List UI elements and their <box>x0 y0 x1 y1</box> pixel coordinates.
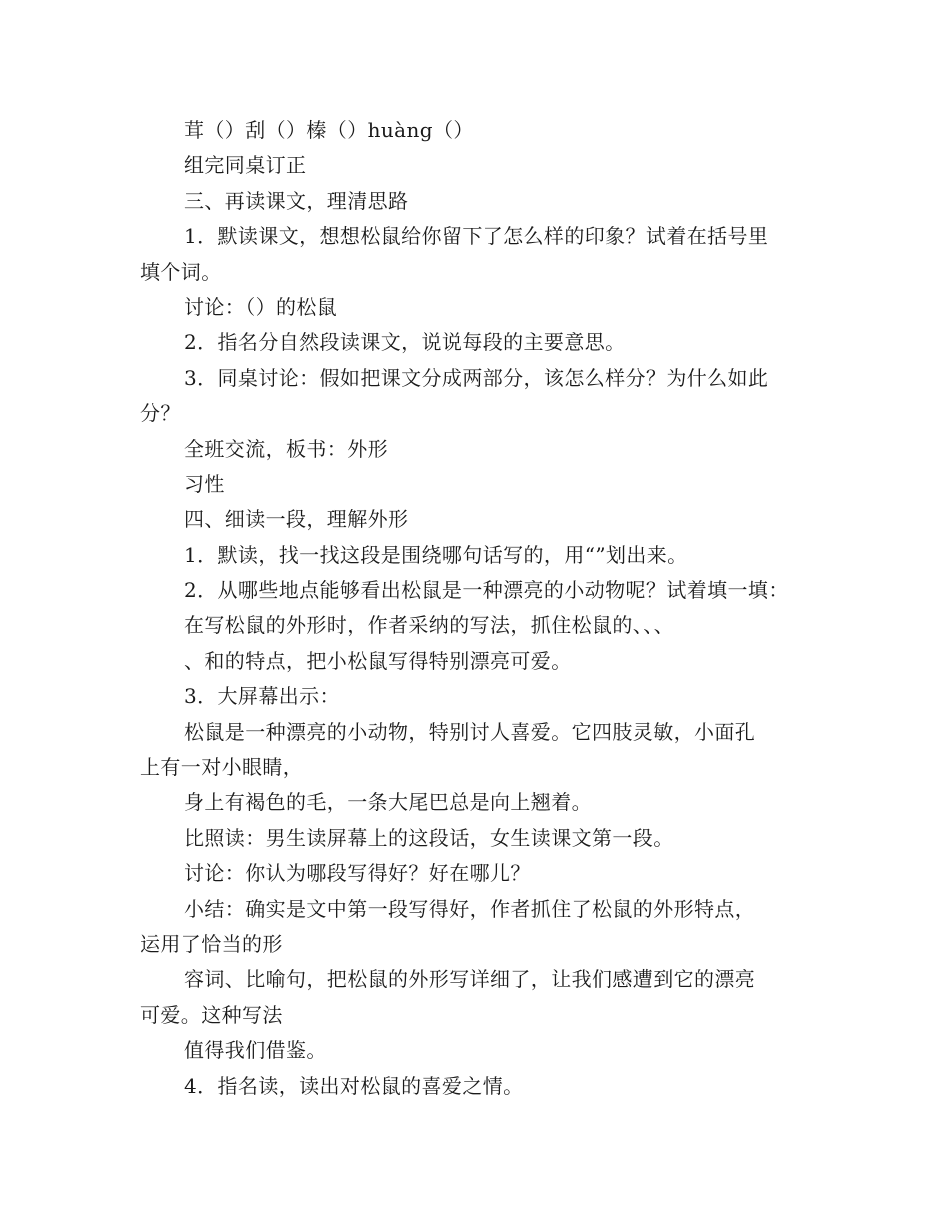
section-heading: 四、细读一段，理解外形 <box>184 507 409 532</box>
text-line: 可爱。这种写法 <box>140 1002 283 1027</box>
text-line: 、和的特点，把小松鼠写得特别漂亮可爱。 <box>184 648 572 673</box>
text-line: 2．指名分自然段读课文，说说每段的主要意思。 <box>184 330 626 355</box>
text-line: 全班交流，板书：外形 <box>184 436 388 461</box>
text-line: 1．默读，找一找这段是围绕哪句话写的，用“”划出来。 <box>184 542 688 567</box>
section-heading: 三、再读课文，理清思路 <box>184 188 409 213</box>
text-line: 讨论：你认为哪段写得好？好在哪儿？ <box>184 861 531 886</box>
text-line: 茸（）刮（）榛（）huàng（） <box>184 118 474 142</box>
text-line: 2．从哪些地点能够看出松鼠是一种漂亮的小动物呢？试着填一填： <box>184 578 789 603</box>
text-line: 容词、比喻句，把松鼠的外形写详细了，让我们感遭到它的漂亮 <box>184 967 756 992</box>
text-line: 3．同桌讨论：假如把课文分成两部分，该怎么样分？为什么如此 <box>184 365 769 390</box>
document-page <box>140 113 815 1104</box>
text-line: 松鼠是一种漂亮的小动物，特别讨人喜爱。它四肢灵敏，小面孔 <box>184 719 756 744</box>
text-line: 在写松鼠的外形时，作者采纳的写法，抓住松鼠的、、、 <box>184 613 674 638</box>
text-line: 4．指名读，读出对松鼠的喜爱之情。 <box>184 1073 524 1098</box>
text-line: 讨论：（）的松鼠 <box>184 294 338 319</box>
text-line: 组完同桌订正 <box>184 153 307 178</box>
text-line: 身上有褐色的毛，一条大尾巴总是向上翘着。 <box>184 790 592 815</box>
text-line: 比照读：男生读屏幕上的这段话，女生读课文第一段。 <box>184 825 674 850</box>
text-line: 习性 <box>184 471 225 496</box>
text-line: 运用了恰当的形 <box>140 931 283 956</box>
text-line: 上有一对小眼睛， <box>140 755 304 780</box>
text-line: 值得我们借鉴。 <box>184 1038 327 1063</box>
text-line: 小结：确实是文中第一段写得好，作者抓住了松鼠的外形特点， <box>184 896 756 921</box>
text-line: 分？ <box>140 401 181 426</box>
text-line: 3．大屏幕出示： <box>184 684 340 709</box>
text-line: 1．默读课文，想想松鼠给你留下了怎么样的印象？试着在括号里 <box>184 224 769 249</box>
text-line: 填个词。 <box>140 259 222 284</box>
